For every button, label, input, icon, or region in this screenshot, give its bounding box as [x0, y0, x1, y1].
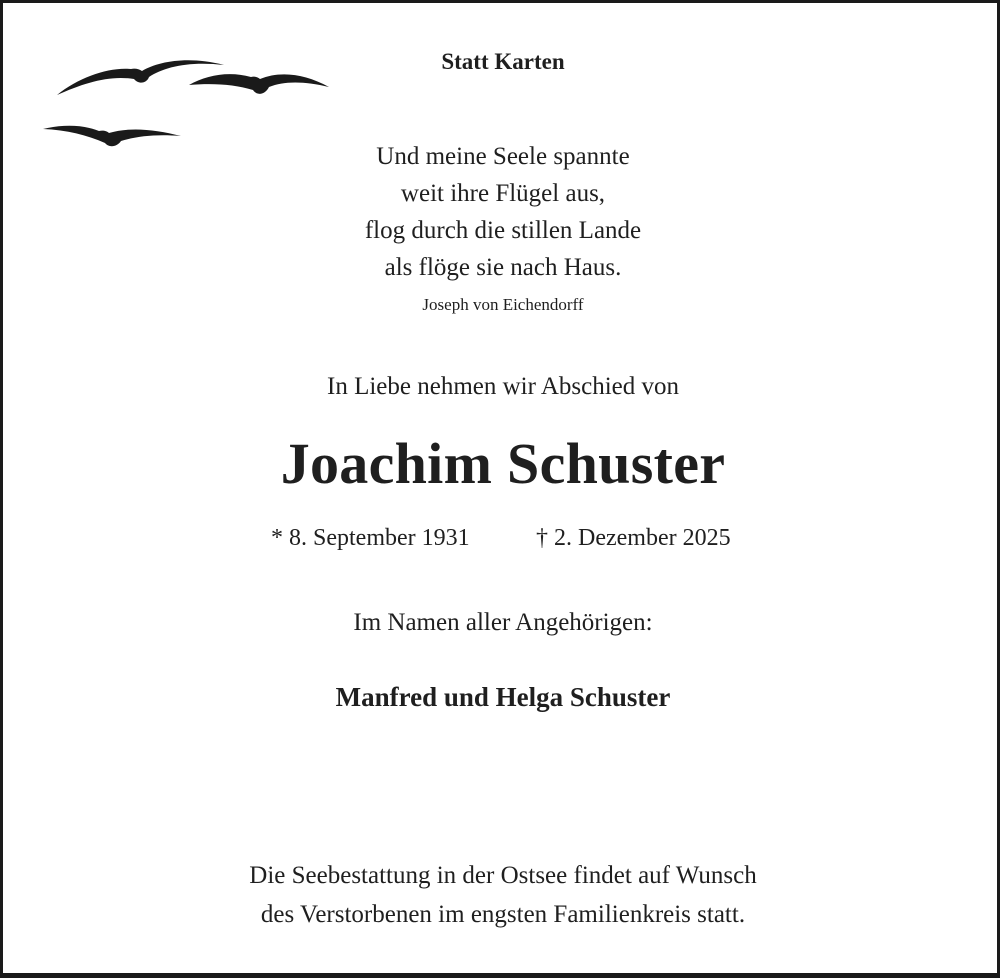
deceased-name: Joachim Schuster [280, 431, 726, 496]
farewell-intro: In Liebe nehmen wir Abschied von [327, 373, 679, 400]
poem-line: als flöge sie nach Haus. [384, 254, 622, 281]
closing-note-line: Die Seebestattung in der Ostsee findet auf Wunsch [249, 862, 757, 889]
poem-line: Und meine Seele spannte [376, 143, 630, 170]
family-intro: Im Namen aller Angehörigen: [353, 609, 653, 636]
death-date: † 2. Dezember 2025 [536, 525, 731, 551]
poem-line: flog durch die stillen Lande [364, 217, 642, 244]
closing-note-line: des Verstorbenen im engsten Familienkreis statt. [260, 901, 746, 928]
poem-author: Joseph von Eichendorff [422, 295, 584, 314]
birth-date: * 8. September 1931 [271, 525, 470, 551]
statt-karten-header: Statt Karten [441, 49, 565, 74]
poem-line: weit ihre Flügel aus, [400, 180, 606, 207]
family-names: Manfred und Helga Schuster [335, 682, 671, 712]
